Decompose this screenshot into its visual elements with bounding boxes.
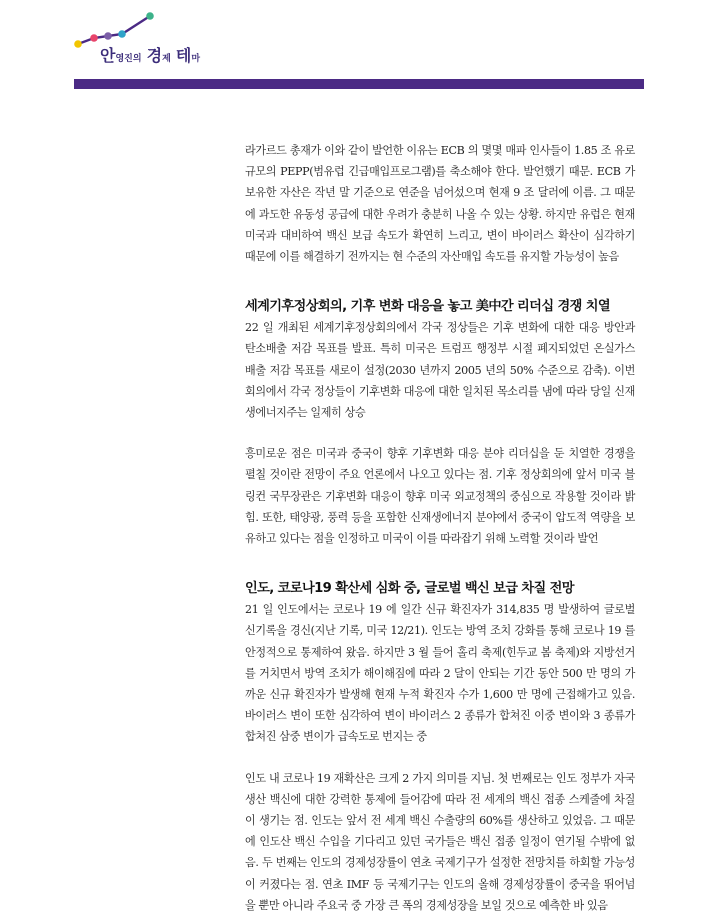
- logo-title-5: 테: [175, 46, 192, 65]
- logo-title-3: 경: [146, 46, 163, 65]
- logo-title-1: 안: [100, 46, 116, 65]
- section-paragraph: 인도 내 코로나 19 재확산은 크게 2 가지 의미를 지님. 첫 번째로는 인도 정부가 자국 생산 백신에 대한 강력한 통제에 들어감에 따라 전 세계의 백신 접종 스케줄에 차질이 생기는 점. 인도는 앞서 전 세계 백신 수출량의 60%를 생산하고 있었음. 그 때문에 인도산 백신 수입을 기다리고 있던 국가들은 백신 접종 일정이 연기될 수밖에 없음. 두 번째는 인도의 경제성장률이 연초 국제기구가 설정한 전망치를 하회할 가능성이 커졌다는 점. 연초 IMF 등 국제기구는 인도의 올해 경제성장률이 중국을 뛰어넘을 뿐만 아니라 주요국 중 가장 큰 폭의 경제성장을 보일 것으로 예측한 바 있음: [245, 771, 635, 912]
- header-divider-bar: [74, 79, 644, 89]
- section-paragraph: 22 일 개최된 세계기후정상회의에서 각국 정상들은 기후 변화에 대한 대응 방안과 탄소배출 저감 목표를 발표. 특히 미국은 트럼프 행정부 시절 폐지되었던 온실가스 배출 저감 목표를 새로이 설정(2030 년까지 2005 년의 50% 수준으로 감축). 이번 회의에서 각국 정상들이 기후변화 대응에 대한 일치된 목소리를 냄에 따라 당일 신재생에너지주는 일제히 상승: [245, 321, 635, 420]
- logo: [74, 12, 224, 74]
- intro-paragraph: 라가르드 총재가 이와 같이 발언한 이유는 ECB 의 몇몇 매파 인사들이 1.85 조 유로 규모의 PEPP(범유럽 긴급매입프로그램)를 축소해야 한다. 발언했기 때문. ECB 가 보유한 자산은 작년 말 기준으로 연준을 넘어섰으며 현재 9 조 달러에 이름. 그 때문에 과도한 유동성 공급에 대한 우려가 충분히 나올 수 있는 상황. 하지만 유럽은 현재 미국과 대비하여 백신 보급 속도가 확연히 느리고, 변이 바이러스 확산이 심각하기 때문에 이를 해결하기 전까지는 현 수준의 자산매입 속도를 유지할 가능성이 높음: [245, 144, 635, 264]
- section-heading-india-covid: 인도, 코로나19 확산세 심화 중, 글로벌 백신 보급 차질 전망: [245, 581, 574, 597]
- logo-title-2: 영진의: [115, 54, 142, 64]
- logo-title-4: 제: [162, 54, 171, 64]
- section-heading-climate-summit: 세계기후정상회의, 기후 변화 대응을 놓고 美中간 리더십 경쟁 치열: [245, 299, 610, 315]
- article-body: [245, 140, 635, 916]
- logo-title-6: 마: [191, 54, 201, 64]
- logo-wordmark: [100, 48, 200, 64]
- section-paragraph: 21 일 인도에서는 코로나 19 에 일간 신규 확진자가 314,835 명 발생하여 글로벌 신기록을 경신(지난 기록, 미국 12/21). 인도는 방역 조치 강화를 통해 코로나 19 를 안정적으로 통제하여 왔음. 하지만 3 월 들어 홀리 축제(힌두교 봄 축제)와 지방선거를 거치면서 방역 조치가 해이해짐에 따라 2 달이 안되는 기간 동안 500 만 명의 가까운 신규 확진자가 발생해 현재 누적 확진자 수가 1,600 만 명에 근접해가고 있음. 바이러스 변이 또한 심각하여 변이 바이러스 2 종류가 합쳐진 이중 변이와 3 종류가 합쳐진 삼중 변이가 급속도로 번지는 중: [245, 603, 635, 744]
- section-paragraph: 흥미로운 점은 미국과 중국이 향후 기후변화 대응 분야 리더십을 둔 치열한 경쟁을 펼칠 것이란 전망이 주요 언론에서 나오고 있다는 점. 기후 정상회의에 앞서 미국 블링컨 국무장관은 기후변화 대응이 향후 미국 외교정책의 중심으로 작용할 것이라 밝힘. 또한, 태양광, 풍력 등을 포함한 신재생에너지 분야에서 중국이 압도적 역량을 보유하고 있다는 점을 인정하고 미국이 이를 따라잡기 위해 노력할 것이라 발언: [245, 447, 635, 546]
